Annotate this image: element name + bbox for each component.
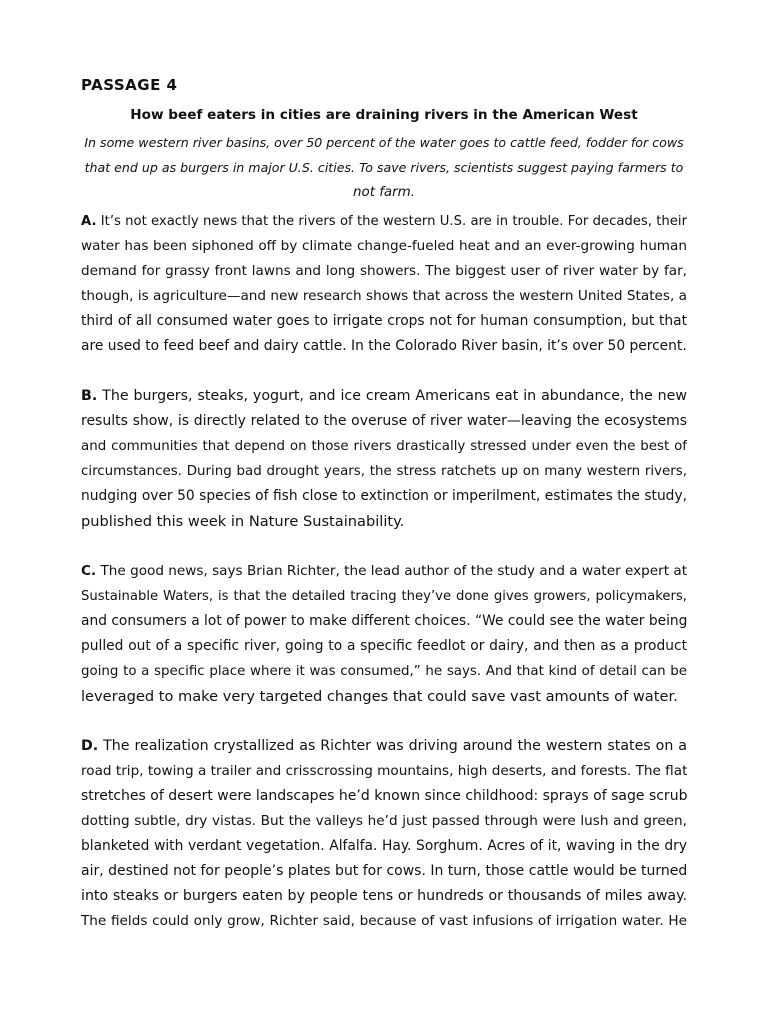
paragraph-b [81,384,687,534]
paragraph-d [81,734,687,934]
subtitle-line: In some western river basins, over 50 percent of the water goes to cattle feed, fodder for cows [84,135,684,150]
paragraph-line: The fields could only grow, Richter said, because of vast infusions of irrigation water. He [81,913,687,929]
paragraph-letter: D. [81,738,99,754]
passage-label: PASSAGE 4 [81,76,178,94]
paragraph-line: road trip, towing a trailer and crisscrossing mountains, high deserts, and forests. The flat [81,763,687,779]
paragraph-line: leveraged to make very targeted changes that could save vast amounts of water. [81,688,678,705]
paragraph-line: though, is agriculture—and new research shows that across the western United States, a [81,288,687,304]
paragraph-a [81,209,687,359]
paragraph-line: and consumers a lot of power to make different choices. “We could see the water being [81,613,687,629]
subtitle-line: not farm. [353,185,415,200]
paragraph-line: air, destined not for people’s plates but for cows. In turn, those cattle would be turned [81,863,687,879]
paragraph-line: C. The good news, says Brian Richter, the lead author of the study and a water expert at [81,563,687,579]
article-title: How beef eaters in cities are draining rivers in the American West [130,107,638,123]
paragraph-line: are used to feed beef and dairy cattle. In the Colorado River basin, it’s over 50 percent. [81,338,687,354]
paragraph-line: A. It’s not exactly news that the rivers of the western U.S. are in trouble. For decades, their [81,214,687,229]
paragraph-line: demand for grassy front lawns and long showers. The biggest user of river water by far, [81,263,687,279]
paragraph-line: B. The burgers, steaks, yogurt, and ice cream Americans eat in abundance, the new [81,388,687,404]
paragraph-line: Sustainable Waters, is that the detailed tracing they’ve done gives growers, policymakers, [81,589,687,604]
paragraph-line: into steaks or burgers eaten by people tens or hundreds or thousands of miles away. [81,888,687,904]
paragraph-letter: C. [81,563,97,579]
paragraph-letter: B. [81,388,98,404]
paragraph-line: circumstances. During bad drought years, the stress ratchets up on many western rivers, [81,464,687,479]
paragraph-line: dotting subtle, dry vistas. But the valleys he’d just passed through were lush and green, [81,813,687,829]
paragraph-line: third of all consumed water goes to irrigate crops not for human consumption, but that [81,313,687,329]
paragraph-line: water has been siphoned off by climate change-fueled heat and an ever-growing human [81,238,687,254]
paragraph-line: published this week in Nature Sustainability. [81,513,405,530]
paragraph-line: going to a specific place where it was consumed,” he says. And that kind of detail can be [81,664,687,679]
paragraph-line: blanketed with verdant vegetation. Alfalfa. Hay. Sorghum. Acres of it, waving in the dry [81,838,687,854]
paragraph-line: stretches of desert were landscapes he’d known since childhood: sprays of sage scrub [81,788,687,804]
paragraph-letter: A. [81,214,97,229]
paragraph-line: nudging over 50 species of fish close to extinction or imperilment, estimates the study, [81,488,687,504]
article-subtitle [81,130,687,205]
paragraph-c [81,559,687,709]
paragraph-line: D. The realization crystallized as Richter was driving around the western states on a [81,738,687,754]
paragraph-line: and communities that depend on those rivers drastically stressed under even the best of [81,439,687,454]
paragraph-line: pulled out of a specific river, going to a specific feedlot or dairy, and then as a product [81,638,687,654]
paragraph-line: results show, is directly related to the overuse of river water—leaving the ecosystems [81,413,687,429]
subtitle-line: that end up as burgers in major U.S. cities. To save rivers, scientists suggest paying farmers to [84,160,684,175]
